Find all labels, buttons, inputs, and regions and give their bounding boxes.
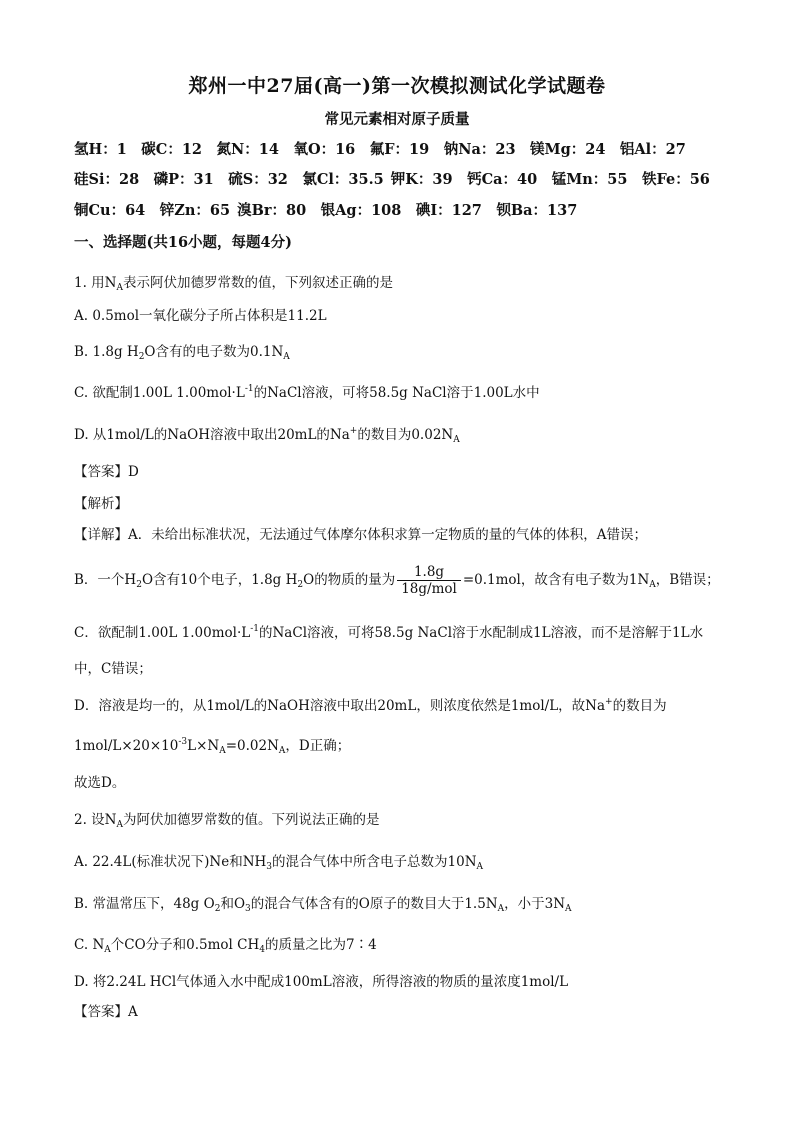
q1-stem: 1. 用$N_A$表示阿伏加德罗常数的值，下列叙述正确的是 bbox=[74, 275, 393, 293]
q1-analysis-label: 【解析】 bbox=[74, 496, 128, 512]
q1-detail-b: B．一个$H_2O$含有10个电子，1.8g $H_2O$的物质的量为 $\frac{1.8g}{\text{18g/mol}}$ =0.1mol，故含有电子数为$1N_A$，B错误； bbox=[74, 564, 720, 597]
q1-answer: 【答案】D bbox=[74, 464, 139, 480]
q1-option-d: D. 从1mol/L的NaOH溶液中取出20mL的Na+的数目为$0.02N_A$ bbox=[74, 426, 460, 445]
q1-detail-a: 【详解】A．未给出标准状况，无法通过气体摩尔体积求算一定物质的量的气体的体积，A错误； bbox=[74, 527, 647, 543]
atomic-mass-row-2: 硅Si：28 磷P：31 硫S：32 氯Cl：35.5 钾K：39 钙Ca：40 锰Mn：55 铁Fe：56 bbox=[74, 171, 710, 188]
q1-detail-c: C．欲配制1.00L $1.00mol\cdot L^{-1}$的NaCl溶液，可将58.5g NaCl溶于水配制成1L溶液，而不是溶解于1L水 bbox=[74, 624, 704, 641]
section-heading: 一、选择题(共16小题，每题4分) bbox=[74, 234, 292, 251]
q2-answer: 【答案】A bbox=[74, 1004, 138, 1020]
q1-detail-c-cont: 中，C错误； bbox=[74, 661, 152, 677]
page-subtitle: 常见元素相对原子质量 bbox=[324, 111, 470, 128]
q1-option-b: B. 1.8g $H_2O$含有的电子数为$0.1N_A$ bbox=[74, 344, 290, 362]
atomic-mass-row-1: 氢H：1 碳C：12 氮N：14 氧O：16 氟F：19 钠Na：23 镁Mg：24 铝Al：27 bbox=[74, 141, 686, 158]
q2-stem: 2. 设$N_A$为阿伏加德罗常数的值。下列说法正确的是 bbox=[74, 812, 380, 830]
q2-option-c: C. $N_A$个CO分子和0.5mol $CH_4$的质量之比为7∶4 bbox=[74, 937, 377, 955]
q2-option-b: B. 常温常压下，48g $O_2$和$O_3$的混合气体含有的O原子的数目大于$1.5N_A$，小于$3N_A$ bbox=[74, 896, 572, 914]
q1-detail-d-cont: $1mol/L\times 20\times 10^{-3}L\times N_A=0.02N_A$，D正确； bbox=[74, 737, 351, 756]
page-title: 郑州一中27届(高一)第一次模拟测试化学试题卷 bbox=[188, 75, 606, 97]
q1-option-c: C. 欲配制1.00L $1.00mol\cdot L^{-1}$的NaCl溶液，可将58.5g NaCl溶于1.00L水中 bbox=[74, 384, 540, 401]
q1-conclusion: 故选D。 bbox=[74, 775, 126, 791]
fraction: $\frac{1.8g}{\text{18g/mol}}$ bbox=[397, 564, 461, 597]
q1-detail-d: D．溶液是均一的，从1mol/L的NaOH溶液中取出20mL，则浓度依然是1mol/L，故Na+的数目为 bbox=[74, 697, 667, 714]
q2-option-d: D. 将2.24L HCl气体通入水中配成100mL溶液，所得溶液的物质的量浓度1mol/L bbox=[74, 974, 569, 990]
q2-option-a: A. 22.4L(标准状况下)Ne和$NH_3$的混合气体中所含电子总数为$10N_A$ bbox=[74, 854, 484, 872]
q1-option-a: A. 0.5mol一氧化碳分子所占体积是11.2L bbox=[74, 308, 327, 324]
atomic-mass-row-3: 铜Cu：64 锌Zn：65 溴Br：80 银Ag：108 碘I：127 钡Ba：137 bbox=[74, 202, 578, 219]
